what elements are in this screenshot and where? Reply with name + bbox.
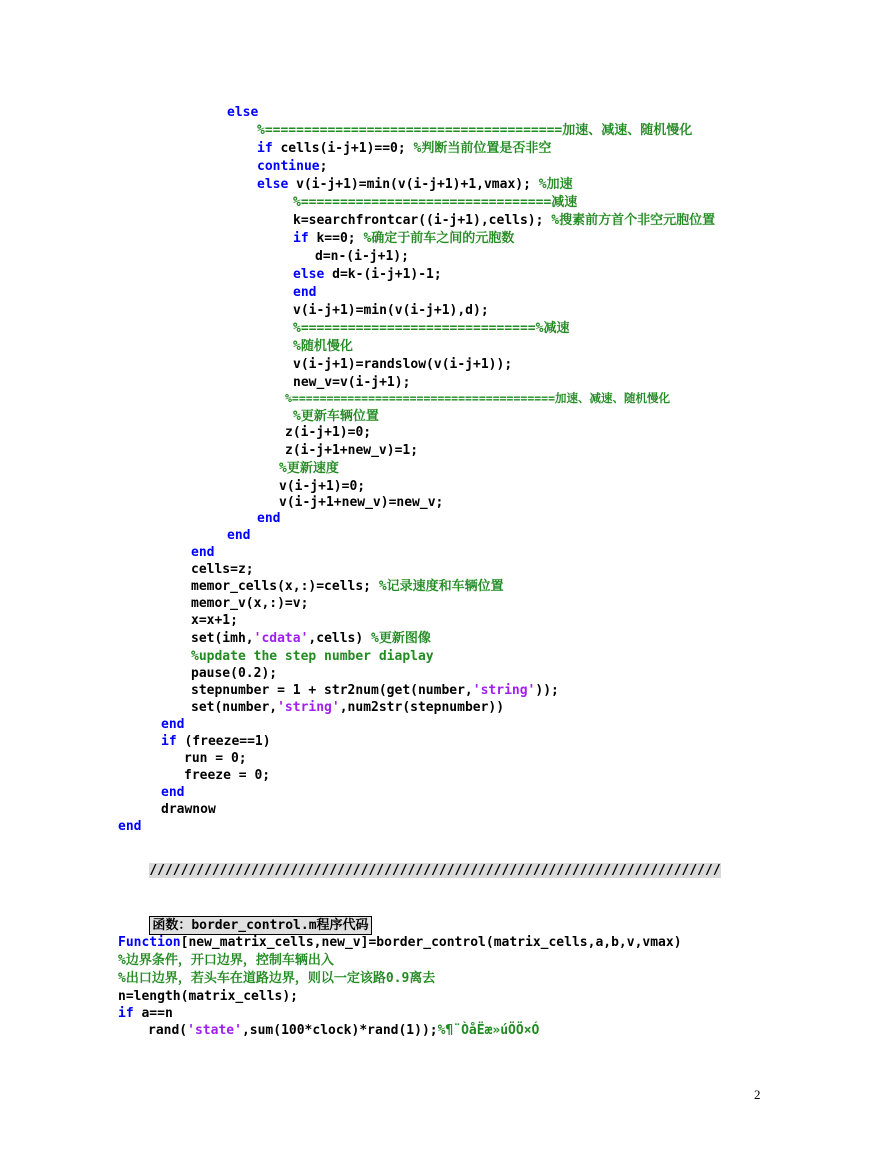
code-comment: %==============================%减速 [293, 321, 570, 336]
code-string: 'string' [472, 683, 536, 698]
code-keyword: end [161, 717, 185, 732]
code-line [227, 104, 258, 121]
code-keyword: end [293, 285, 317, 300]
code-text: set(number, [191, 700, 278, 715]
code-line [191, 699, 504, 716]
code-keyword: end [227, 528, 251, 543]
code-line [118, 952, 334, 969]
code-text: ,num2str(stepnumber)) [339, 700, 505, 715]
code-text: memor_cells(x,:)=cells; [191, 579, 379, 594]
code-line [161, 801, 216, 818]
code-line [118, 970, 435, 987]
code-text: cells(i-j+1)==0; [272, 141, 414, 156]
code-keyword: end [118, 819, 142, 834]
code-text: [new_matrix_cells,new_v]=border_control(matrix_cells,a,b,v,vmax) [180, 935, 682, 950]
code-comment: %======================================加速、减速、随机慢化 [257, 123, 693, 138]
code-text: d=k-(i-j+1)-1; [324, 267, 442, 282]
code-string: 'state' [187, 1023, 242, 1038]
code-line [161, 784, 184, 801]
code-comment: %update the step number diaplay [191, 649, 434, 664]
code-text: freeze = 0; [184, 768, 271, 783]
code-line [184, 767, 270, 784]
code-line [293, 266, 442, 283]
code-keyword: else [227, 105, 259, 120]
code-text: memor_v(x,:)=v; [191, 596, 309, 611]
code-line [191, 544, 214, 561]
code-comment: %判断当前位置是否非空 [413, 141, 552, 156]
code-text: v(i-j+1)=min(v(i-j+1)+1,vmax); [288, 177, 539, 192]
code-line [191, 578, 504, 595]
code-comment: %随机慢化 [293, 339, 353, 354]
code-line [293, 194, 577, 211]
code-line [191, 630, 431, 647]
code-line [293, 284, 316, 301]
code-line [257, 140, 551, 157]
separator-line [118, 845, 721, 896]
code-line [118, 934, 682, 951]
code-line [257, 158, 327, 175]
code-comment: %¶¨ÒåËæ»úÖÖ×Ó [437, 1023, 540, 1038]
code-comment: %搜素前方首个非空元胞位置 [551, 213, 716, 228]
code-text: a==n [133, 1006, 173, 1021]
code-text: v(i-j+1+new_v)=new_v; [279, 495, 444, 510]
code-text: z(i-j+1)=0; [285, 425, 372, 440]
code-keyword: end [161, 785, 185, 800]
code-text: set(imh, [191, 631, 254, 646]
code-line [191, 561, 254, 578]
code-line [279, 478, 365, 495]
code-keyword: else [293, 267, 325, 282]
code-text: ; [319, 159, 328, 174]
code-text: n=length(matrix_cells); [118, 989, 299, 1004]
code-text: d=n-(i-j+1); [315, 249, 409, 264]
code-line [293, 338, 353, 355]
code-keyword: else [257, 177, 289, 192]
code-line [118, 988, 298, 1005]
code-line [293, 408, 379, 425]
code-line [191, 682, 559, 699]
code-text: k=searchfrontcar((i-j+1),cells); [293, 213, 552, 228]
code-line [293, 374, 410, 391]
code-comment: %更新图像 [371, 631, 431, 646]
code-line [161, 733, 271, 750]
code-text: pause(0.2); [191, 666, 278, 681]
code-comment: %加速 [538, 177, 573, 192]
code-line [285, 442, 418, 459]
code-text: rand( [148, 1023, 188, 1038]
code-comment: %================================减速 [293, 195, 578, 210]
code-line [191, 648, 434, 665]
code-keyword: if [257, 141, 273, 156]
code-text: z(i-j+1+new_v)=1; [285, 443, 419, 458]
code-string: 'cdata' [253, 631, 309, 646]
code-text: )); [535, 683, 559, 698]
code-line [279, 494, 443, 511]
code-line [184, 750, 247, 767]
code-line [161, 716, 184, 733]
code-line [191, 595, 308, 612]
code-comment: %更新车辆位置 [293, 409, 379, 424]
code-text: x=x+1; [191, 613, 238, 628]
code-line [257, 176, 573, 193]
code-keyword: end [191, 545, 215, 560]
code-string: 'string' [277, 700, 340, 715]
code-keyword: if [293, 231, 309, 246]
code-line [191, 612, 238, 629]
code-line [285, 390, 670, 407]
code-text: k==0; [308, 231, 364, 246]
code-line [148, 1022, 539, 1039]
code-keyword: Function [118, 935, 181, 950]
code-line [293, 230, 514, 247]
code-line [257, 510, 280, 527]
code-line [227, 527, 250, 544]
separator-text: ///////////////////////////////////////////////////////////////////////// [149, 863, 721, 878]
code-comment: %更新速度 [279, 461, 339, 476]
code-line [293, 212, 715, 229]
code-line [293, 320, 569, 337]
code-line [315, 248, 409, 265]
page-number: 2 [754, 1087, 761, 1102]
code-comment: %======================================加速、减速、随机慢化 [285, 391, 671, 405]
code-comment: %出口边界，若头车在道路边界，则以一定该路0.9离去 [118, 971, 436, 986]
code-line [285, 424, 371, 441]
code-keyword: end [257, 511, 281, 526]
code-line [118, 1005, 173, 1022]
code-text: (freeze==1) [176, 734, 271, 749]
code-line [257, 122, 692, 139]
code-text: stepnumber = 1 + str2num(get(number, [191, 683, 473, 698]
code-comment: %边界条件，开口边界，控制车辆出入 [118, 953, 334, 968]
code-comment: %确定于前车之间的元胞数 [363, 231, 515, 246]
code-text: ,sum(100*clock)*rand(1)); [241, 1023, 438, 1038]
code-keyword: if [161, 734, 177, 749]
code-text: run = 0; [184, 751, 247, 766]
code-comment: %记录速度和车辆位置 [378, 579, 504, 594]
code-line [191, 665, 277, 682]
code-line [279, 460, 339, 477]
code-line [293, 302, 489, 319]
code-text: drawnow [161, 802, 216, 817]
code-keyword: continue [257, 159, 320, 174]
code-text: cells=z; [191, 562, 254, 577]
code-text: v(i-j+1)=min(v(i-j+1),d); [293, 303, 489, 318]
code-keyword: if [118, 1006, 134, 1021]
code-text: new_v=v(i-j+1); [293, 375, 411, 390]
code-text: ,cells) [308, 631, 372, 646]
code-line [118, 818, 141, 835]
code-text: v(i-j+1)=0; [279, 479, 366, 494]
section-title: 函数：border_control.m程序代码 [149, 916, 371, 935]
code-line [293, 356, 512, 373]
code-text: v(i-j+1)=randslow(v(i-j+1)); [293, 357, 513, 372]
